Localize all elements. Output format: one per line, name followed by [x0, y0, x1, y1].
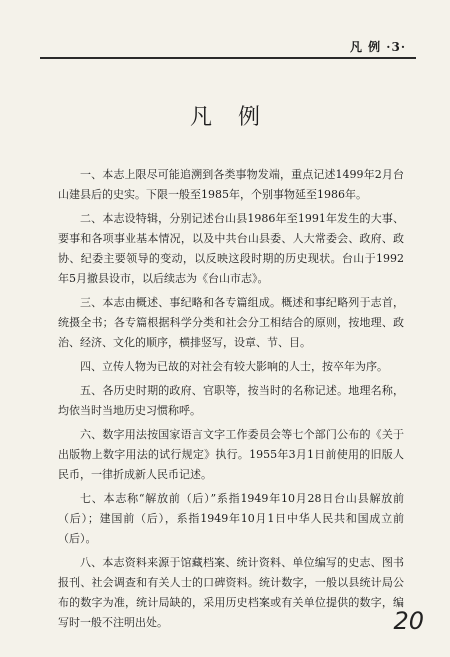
paragraph-4: 四、立传人物为已故的对社会有较大影响的人士，按卒年为序。: [80, 360, 388, 373]
paragraph-3: 三、本志由概述、事纪略和各专篇组成。概述和事纪略列于志首，统摄全书；各专篇根据科学分类和社会分工相结合的原则，按地理、政治、经济、文化的顺序，横排竖写，设章、节、目。: [58, 296, 404, 349]
section-title: 凡例: [189, 105, 286, 130]
running-header: 凡 例 ·3·: [349, 40, 406, 54]
paragraph-8: 八、本志资料来源于馆藏档案、统计资料、单位编写的史志、图书报刊、社会调查和有关人士的口碑资料。统计数字，一般以县统计局公布的数字为准，统计局缺的，采用历史档案或有关单位提供的数字，编写时一般不注明出处。: [58, 556, 404, 629]
paragraph-5: 五、各历史时期的政府、官职等，按当时的名称记述。地理名称，均依当时当地历史习惯称呼。: [58, 384, 404, 417]
body-text: [58, 165, 404, 637]
header-rule: [40, 57, 416, 59]
paragraph-7: 七、本志称“解放前（后）”系指1949年10月28日台山县解放前（后）；建国前（后），系指1949年10月1日中华人民共和国成立前（后）。: [58, 492, 404, 545]
paragraph-1: 一、本志上限尽可能追溯到各类事物发端，重点记述1499年2月台山建县后的史实。下限一般至1985年，个别事物延至1986年。: [58, 168, 404, 201]
paragraph-6: 六、数字用法按国家语言文字工作委员会等七个部门公布的《关于出版物上数字用法的试行规定》执行。1955年3月1日前使用的旧版人民币，一律折成新人民币记述。: [58, 428, 404, 481]
handwritten-page-number: 20: [393, 607, 424, 635]
paragraph-2: 二、本志设特辑，分别记述台山县1986年至1991年发生的大事、要事和各项事业基本情况，以及中共台山县委、人大常委会、政府、政协、纪委主要领导的变动，以反映这段时期的历史现状。台山于1992年5月撤县设市，以后续志为《台山市志》。: [58, 212, 404, 285]
